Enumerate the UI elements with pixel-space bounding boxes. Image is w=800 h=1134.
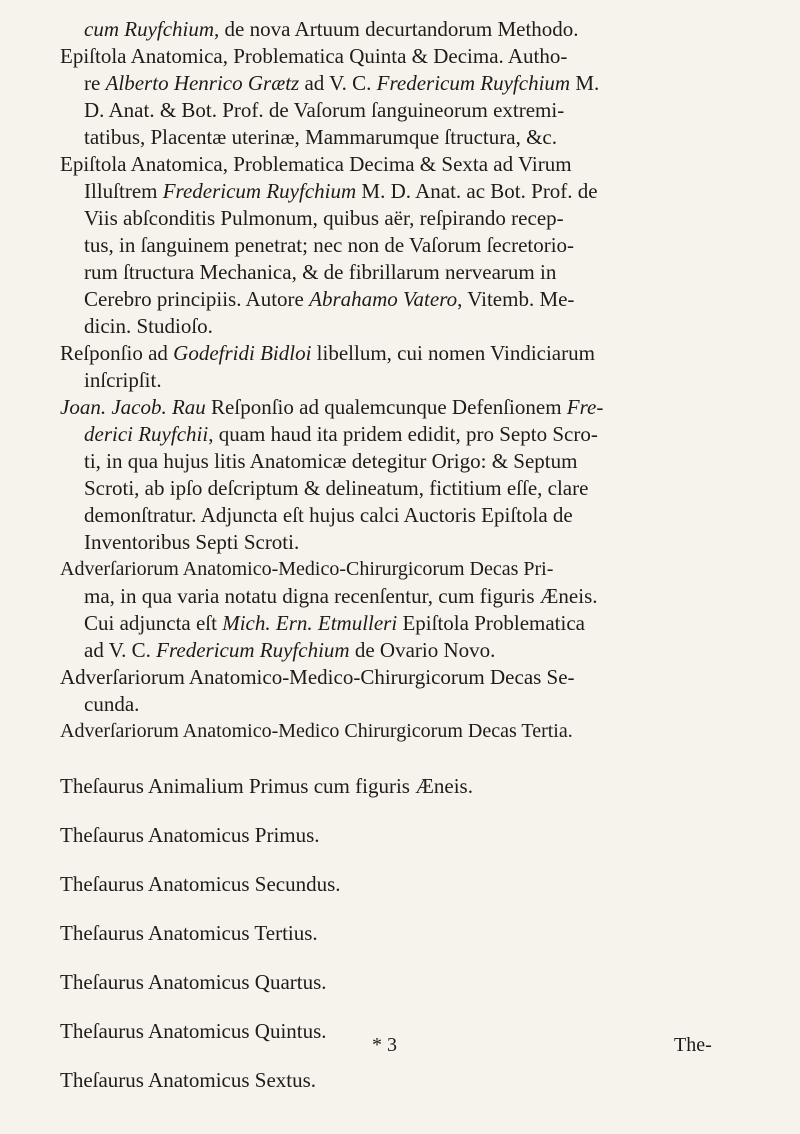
line-text: , Vitemb. Me- [457,287,575,311]
entry-line [60,340,760,367]
entry-rau-responsio [60,394,760,556]
line-text: Reſponſio ad [60,341,174,365]
entry-graetz-epistola [60,43,760,151]
line-text: M. [570,71,600,95]
italic-name: Fredericum Ruyfchium [156,638,350,662]
entry-line [60,70,760,97]
entry-line: Adverſariorum Anatomico-Medico-Chirurgicorum Decas Se- [60,665,575,689]
line-text: M. D. Anat. ac Bot. Prof. de [356,179,598,203]
entry-decas-secunda [60,664,760,718]
entry-line: Scroti, ab ipſo deſcriptum & delineatum, fictitium eſſe, clare [84,476,589,500]
entry-vatero-epistola [60,151,760,340]
line-text: ad V. C. [84,638,157,662]
signature-mark: * 3 [372,1034,397,1056]
italic-name: derici Ruyfchii [84,422,209,446]
entry-line: cunda. [84,692,140,716]
entry-line: demonſtratur. Adjuncta eſt hujus calci Auctoris Epiſtola de [84,503,573,527]
line-text: re [84,71,106,95]
line-text: de Ovario Novo. [349,638,496,662]
entry-bidloi-responsio [60,340,760,394]
entry-line [60,286,760,313]
thesaurus-item: Theſaurus Anatomicus Quintus. [60,1019,327,1043]
entry-decas-tertia [60,718,760,745]
entry-line: Adverſariorum Anatomico-Medico-Chirurgicorum Decas Pri- [60,558,554,580]
line-text: Illuſtrem [84,179,163,203]
line-text: Reſponſio ad qualemcunque Defenſionem [205,395,567,419]
entry-line [60,637,760,664]
entry-line [60,16,760,43]
thesaurus-item: Theſaurus Anatomicus Quartus. [60,970,327,994]
entry-line: dicin. Studioſo. [84,314,213,338]
entry-line: D. Anat. & Bot. Prof. de Vaſorum ſanguineorum extremi- [84,98,565,122]
entry-line: ti, in qua hujus litis Anatomicæ detegitur Origo: & Septum [84,449,578,473]
italic-name: Godefridi Bidloi [173,341,312,365]
entry-line: inſcripſit. [84,368,162,392]
italic-name: Joan. Jacob. Rau [60,395,206,419]
entry-line: Inventoribus Septi Scroti. [84,530,300,554]
italic-name: Mich. Ern. Etmulleri [222,611,398,635]
entry-line: Epiſtola Anatomica, Problematica Decima & Sexta ad Virum [60,152,572,176]
thesaurus-item: Theſaurus Anatomicus Tertius. [60,921,318,945]
thesaurus-item: Theſaurus Anatomicus Secundus. [60,872,341,896]
line-text: Epiſtola Problematica [397,611,585,635]
entry-decas-prima [60,556,760,664]
line-text: libellum, cui nomen Vindiciarum [311,341,595,365]
entry-line [60,178,760,205]
line-text: Cerebro principiis. Autore [84,287,310,311]
entry-line: ma, in qua varia notatu digna recenſentur, cum figuris Æneis. [84,584,598,608]
line-text: ad V. C. [299,71,377,95]
entry-line: tatibus, Placentæ uterinæ, Mammarumque ſtructura, &c. [84,125,557,149]
entry-line [60,421,760,448]
catalogue-column [60,16,760,1116]
entry-line [60,394,760,421]
line-text: , quam haud ita pridem edidit, pro Septo Scro- [208,422,598,446]
entry-artuum-methodo [60,16,760,43]
entry-line: Viis abſconditis Pulmonum, quibus aër, reſpirando recep- [84,206,564,230]
line-text: Cui adjuncta eſt [84,611,223,635]
page-footer [60,1034,760,1074]
entry-line [60,610,760,637]
thesaurus-item: Theſaurus Animalium Primus cum figuris Æneis. [60,774,473,798]
entry-line: rum ſtructura Mechanica, & de fibrillarum nervearum in [84,260,557,284]
italic-name: Fredericum Ruyfchium [162,179,357,203]
entry-line: Epiſtola Anatomica, Problematica Quinta & Decima. Autho- [60,44,568,68]
italic-name: Fre- [566,395,604,419]
italic-name: Abrahamo Vatero [309,287,458,311]
italic-name: Fredericum Ruyfchium [376,71,571,95]
italic-name: Alberto Henrico Grætz [105,71,300,95]
catchword: The- [674,1034,712,1056]
thesaurus-item: Theſaurus Anatomicus Primus. [60,823,320,847]
thesaurus-item: Theſaurus Anatomicus Sextus. [60,1068,317,1092]
entry-line: tus, in ſanguinem penetrat; nec non de Vaſorum ſecretorio- [84,233,575,257]
line-text: de nova Artuum decurtandorum Methodo. [219,17,579,41]
entry-line: Adverſariorum Anatomico-Medico Chirurgicorum Decas Tertia. [60,720,573,742]
italic-name: cum Ruyfchium, [84,17,220,41]
